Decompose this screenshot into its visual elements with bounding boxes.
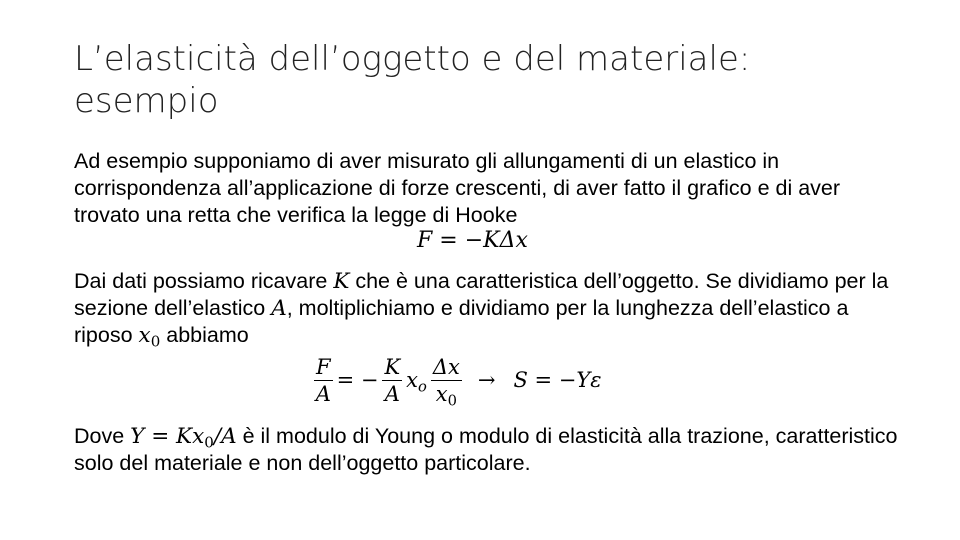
rest-length-x0: $x_0$ xyxy=(138,323,161,351)
paragraph-young xyxy=(74,423,904,477)
paragraph-hooke: Ad esempio supponiamo di aver misurato gli allungamenti di un elastico in corrispondenza all’applicazione di forze crescenti, di aver fatto il grafico e di aver trovato una retta che verifica la legge di Hooke xyxy=(74,149,841,227)
paragraph-derivation xyxy=(74,268,904,349)
stress-equation: S = −Yε xyxy=(513,368,602,392)
fraction-dx-over-x0: $\frac{\Delta x}{x_0}$ xyxy=(432,354,460,409)
text-segment: , moltiplichiamo e dividiamo per la lunghezza dell’elastico a riposo xyxy=(74,296,849,347)
fraction-f-over-a: $\frac{F}{A}$ xyxy=(315,354,331,406)
text-segment: abbiamo xyxy=(160,323,249,347)
slide-title: L’elasticità dell’oggetto e del materiale: esempio xyxy=(74,39,751,121)
equals-minus: = − xyxy=(336,368,379,392)
x-o: $x_o$ xyxy=(406,368,427,396)
section-a: A xyxy=(271,296,287,321)
text-segment: che è una caratteristica dell’oggetto. Se dividiamo per la sezione dell’elastico xyxy=(74,269,889,320)
text-segment: Dai dati possiamo ricavare xyxy=(74,269,334,293)
young-modulus-formula: $Y = Kx_0/A$ xyxy=(130,424,237,452)
hooke-rhs: −KΔx xyxy=(464,228,528,253)
text-segment: Dove xyxy=(74,424,131,448)
text-segment: è il modulo di Young o modulo di elasticità alla trazione, caratteristico solo del materiale e non dell’oggetto particolare. xyxy=(74,424,898,475)
arrow-icon: → xyxy=(477,368,496,392)
hooke-equation xyxy=(417,228,528,253)
stress-strain-equation xyxy=(310,345,602,415)
fraction-k-over-a: $\frac{K}{A}$ xyxy=(384,354,401,406)
equals-sign: = xyxy=(439,228,458,253)
force-symbol: F xyxy=(417,228,433,253)
constant-k: K xyxy=(333,269,350,294)
